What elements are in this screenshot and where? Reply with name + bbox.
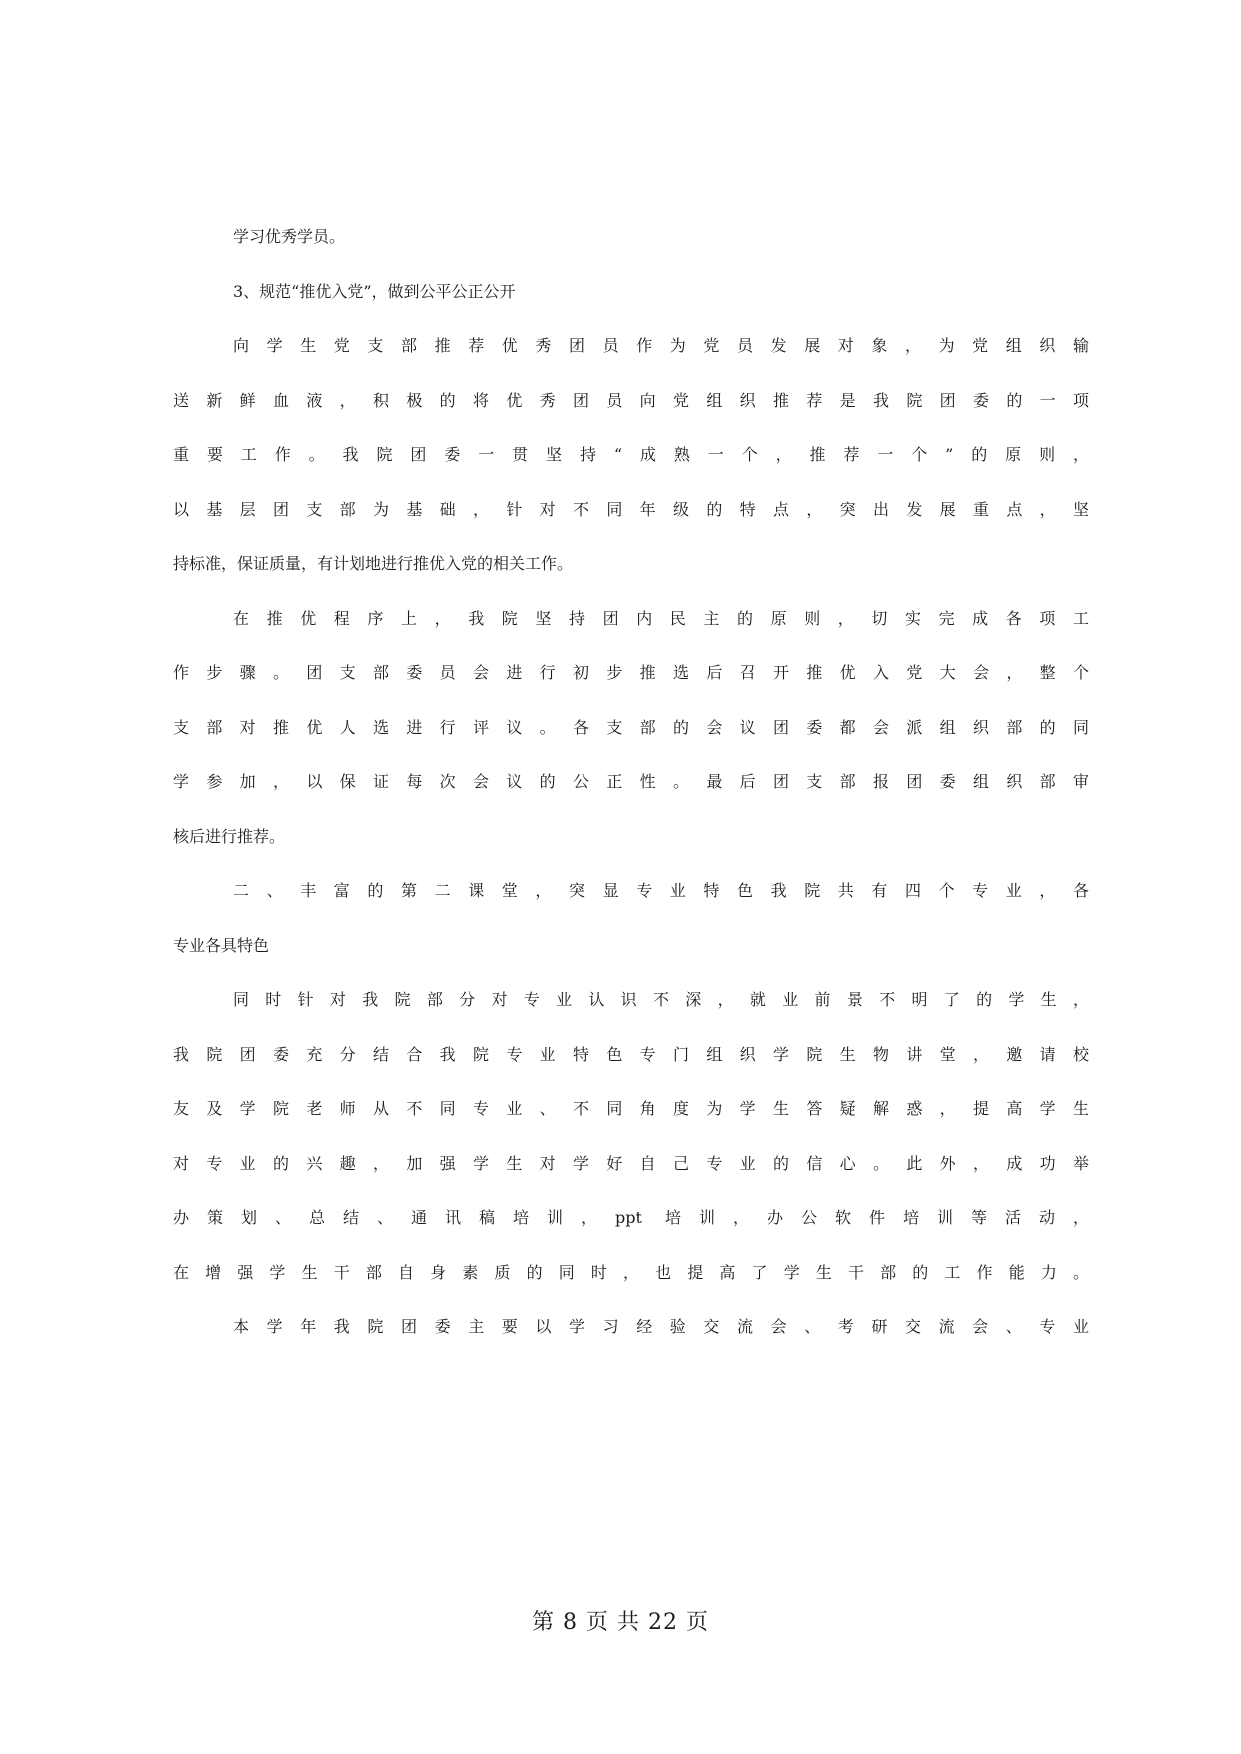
text-line: 在推优程序上，我院坚持团内民主的原则，切实完成各项工: [233, 608, 1089, 628]
text-line: 同时针对我院部分对专业认识不深，就业前景不明了的学生，: [233, 990, 1089, 1009]
text-line: 支部对推优人选进行评议。各支部的会议团委都会派组织部的同: [173, 717, 1089, 737]
text-line: 向学生党支部推荐优秀团员作为党员发展对象，为党组织输: [233, 336, 1089, 355]
text-line: 学参加，以保证每次会议的公正性。最后团支部报团委组织部审: [173, 772, 1089, 791]
section-heading: 二、丰富的第二课堂，突显专业特色我院共有四个专业，各: [233, 881, 1089, 900]
text-line: 在增强学生干部自身素质的同时，也提高了学生干部的工作能力。: [173, 1262, 1089, 1282]
text-line: 持标准，保证质量，有计划地进行推优入党的相关工作。: [173, 554, 574, 573]
section-heading: 专业各具特色: [173, 935, 270, 955]
document-body: [173, 224, 1089, 1369]
text-line: 以基层团支部为基础，针对不同年级的特点，突出发展重点，坚: [173, 499, 1089, 519]
text-line: 办策划、总结、通讯稿培训，ppt 培训，办公软件培训等活动，: [173, 1208, 1089, 1227]
text-line: 我院团委充分结合我院专业特色专门组织学院生物讲堂，邀请校: [173, 1044, 1089, 1064]
section-heading: 3、规范“推优入党”，做到公平公正公开: [233, 281, 516, 301]
text-line: 学习优秀学员。: [233, 227, 346, 246]
page-number: 第 8 页 共 22 页: [532, 1610, 709, 1635]
text-line: 作步骤。团支部委员会进行初步推选后召开推优入党大会，整个: [173, 663, 1089, 682]
text-line: 送新鲜血液，积极的将优秀团员向党组织推荐是我院团委的一项: [173, 390, 1089, 410]
text-line: 核后进行推荐。: [173, 826, 286, 846]
text-line: 友及学院老师从不同专业、不同角度为学生答疑解惑，提高学生: [173, 1099, 1089, 1118]
text-line: 本学年我院团委主要以学习经验交流会、考研交流会、专业: [233, 1317, 1089, 1336]
text-line: 对专业的兴趣，加强学生对学好自己专业的信心。此外，成功举: [173, 1153, 1089, 1173]
text-line: 重要工作。我院团委一贯坚持“成熟一个，推荐一个”的原则，: [173, 445, 1089, 464]
